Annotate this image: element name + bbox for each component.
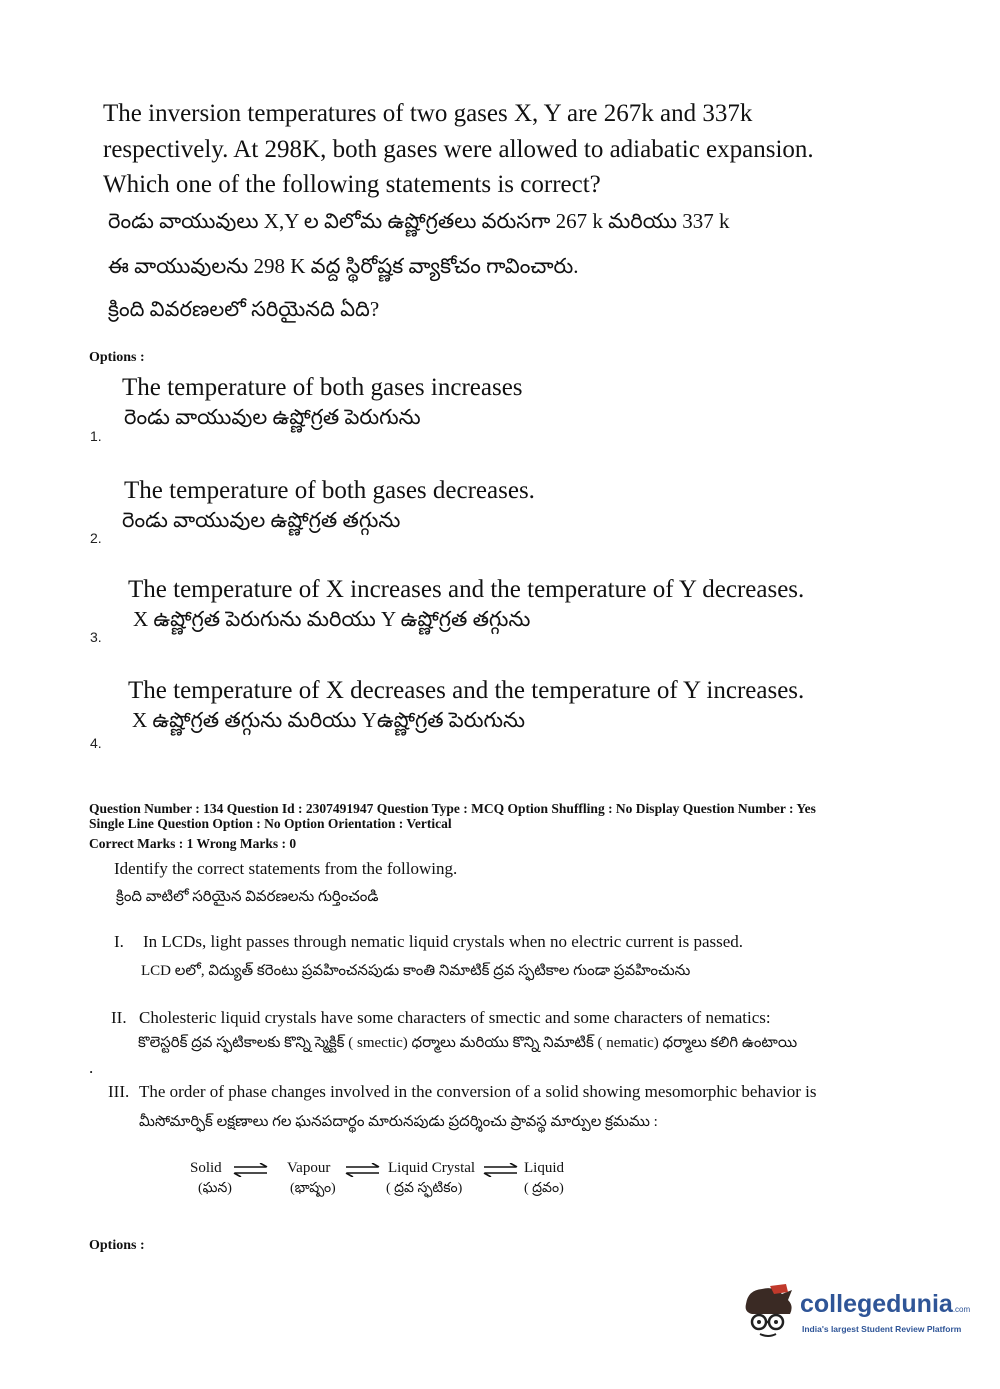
question-meta-line-2: Single Line Question Option : No Option Orientation : Vertical: [89, 816, 452, 831]
phase-vapour-telugu: (భాష్పం): [290, 1181, 336, 1196]
phase-solid: Solid: [190, 1160, 222, 1176]
logo-suffix: .com: [952, 1305, 971, 1314]
equilibrium-arrow-1-icon: [233, 1163, 269, 1177]
option-4-telugu: X ఉష్ణోగ్రత తగ్గును మరియు Yఉష్ణోగ్రత పెరుగును: [132, 708, 525, 732]
logo-name: collegedunia: [800, 1290, 953, 1318]
option-1-english: The temperature of both gases increases: [122, 374, 523, 401]
phase-liquid: Liquid: [524, 1160, 564, 1176]
option-1-telugu: రెండు వాయువుల ఉష్ణోగ్రత పెరుగును: [124, 405, 421, 429]
question-text-line-3: Which one of the following statements is correct?: [103, 171, 601, 198]
options-label-2: Options :: [89, 1238, 145, 1253]
statement-2-english: Cholesteric liquid crystals have some characters of smectic and some characters of nematics:: [139, 1008, 771, 1027]
statement-1-english: In LCDs, light passes through nematic liquid crystals when no electric current is passed.: [143, 932, 744, 951]
option-3-number: 3.: [90, 629, 102, 645]
question-meta-line-1: Question Number : 134 Question Id : 2307491947 Question Type : MCQ Option Shuffling : No Display Question Number : Yes: [89, 801, 816, 816]
option-3-telugu: X ఉష్ణోగ్రత పెరుగును మరియు Y ఉష్ణోగ్రత తగ్గును: [133, 607, 531, 631]
question-telugu-line-2: ఈ వాయువులను 298 K వద్ద స్థిరోష్ణక వ్యాకోచం గావించారు.: [108, 254, 579, 278]
option-2-telugu: రెండు వాయువుల ఉష్ణోగ్రత తగ్గును: [122, 508, 401, 532]
phase-solid-telugu: (ఘన): [198, 1181, 232, 1196]
statement-3-telugu: మీసోమార్ఫిక్ లక్షణాలు గల ఘనపదార్థం మారునపుడు ప్రదర్శించు ప్రావస్థ మార్పుల క్రమము :: [139, 1114, 658, 1130]
phase-vapour: Vapour: [287, 1160, 331, 1176]
phase-liquid-crystal-telugu: ( ద్రవ స్ఫటికం): [386, 1181, 463, 1196]
question-telugu-line-1: రెండు వాయువులు X,Y ల విలోమ ఉష్ణోగ్రతలు వరుసగా 267 k మరియు 337 k: [108, 209, 730, 233]
options-label: Options :: [89, 350, 145, 365]
option-4-english: The temperature of X decreases and the temperature of Y increases.: [128, 677, 805, 704]
question-2-prompt-telugu: క్రింది వాటిలో సరియైన వివరణలను గుర్తించండి: [116, 889, 379, 905]
question-marks: Correct Marks : 1 Wrong Marks : 0: [89, 836, 297, 851]
question-2-prompt: Identify the correct statements from the following.: [114, 859, 458, 878]
equilibrium-arrow-2-icon: [345, 1163, 381, 1177]
mascot-icon: [740, 1284, 798, 1342]
question-text-line-2: respectively. At 298K, both gases were allowed to adiabatic expansion.: [103, 136, 814, 163]
phase-liquid-telugu: ( ద్రవం): [524, 1181, 564, 1196]
logo-tagline: India's largest Student Review Platform: [802, 1324, 962, 1334]
statement-2-number: II.: [111, 1008, 127, 1027]
equilibrium-arrow-3-icon: [483, 1163, 519, 1177]
statement-1-telugu: LCD లలో, విద్యుత్ కరెంటు ప్రవహించనపుడు కాంతి నిమాటిక్ ద్రవ స్ఫటికాల గుండా ప్రవహించును: [141, 963, 691, 979]
question-text-line-1: The inversion temperatures of two gases X, Y are 267k and 337k: [103, 100, 753, 127]
statement-1-number: I.: [114, 932, 124, 951]
stray-dot: .: [89, 1058, 94, 1077]
statement-3-number: III.: [108, 1082, 130, 1101]
statement-3-english: The order of phase changes involved in the conversion of a solid showing mesomorphic behavior is: [139, 1082, 817, 1101]
option-2-number: 2.: [90, 530, 102, 546]
option-4-number: 4.: [90, 735, 102, 751]
option-3-english: The temperature of X increases and the temperature of Y decreases.: [128, 576, 805, 603]
option-2-english: The temperature of both gases decreases.: [124, 477, 535, 504]
option-1-number: 1.: [90, 428, 102, 444]
collegedunia-logo[interactable]: [740, 1284, 970, 1344]
phase-liquid-crystal: Liquid Crystal: [388, 1160, 476, 1176]
statement-2-telugu: కొలెస్టరిక్ ద్రవ స్ఫటికాలకు కొన్ని స్మెక్టిక్ ( smectic) ధర్మాలు మరియు కొన్ని నిమాటిక్ ( nematic) ధర్మాలు కలిగి ఉంటాయి: [138, 1035, 798, 1051]
question-telugu-line-3: క్రింది వివరణలలో సరియైనది ఏది?: [108, 297, 380, 321]
